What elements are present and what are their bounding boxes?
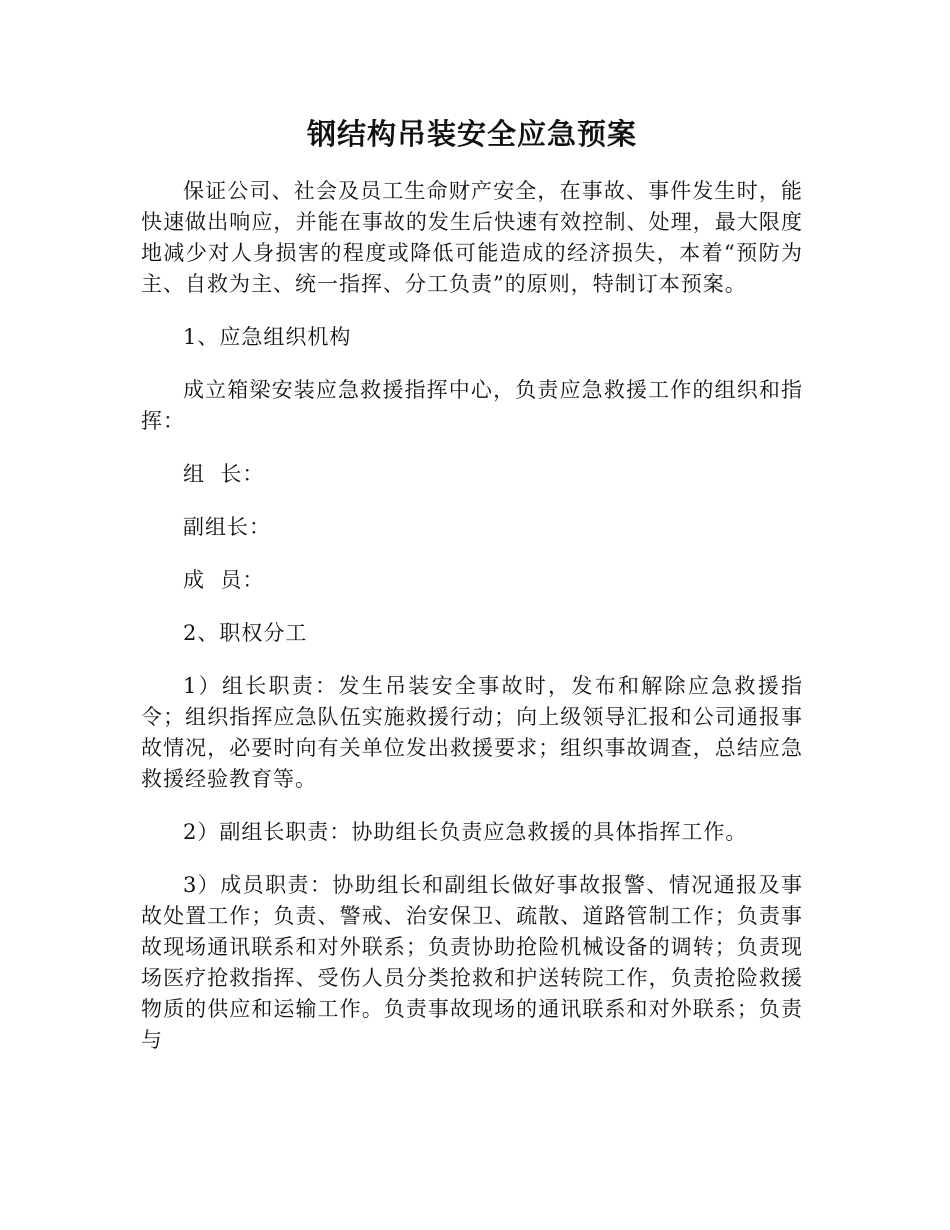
paragraph-leader-duties: 1）组长职责：发生吊装安全事故时，发布和解除应急救援指令；组织指挥应急队伍实施救援行动；向上级领导汇报和公司通报事故情况，必要时向有关单位发出救援要求；组织事故调查，总结应急救援经验教育等。 — [141, 674, 803, 791]
section-heading-duties: 2、职权分工 — [183, 621, 308, 645]
document-title: 钢结构吊装安全应急预案 — [306, 117, 637, 151]
paragraph-command-center: 成立箱梁安装应急救援指挥中心，负责应急救援工作的组织和指挥： — [141, 378, 803, 433]
paragraph-intro: 保证公司、社会及员工生命财产安全，在事故、事件发生时，能快速做出响应，并能在事故的发生后快速有效控制、处理，最大限度地减少对人身损害的程度或降低可能造成的经济损失，本着“预防为主、自救为主、统一指挥、分工负责”的原则，特制订本预案。 — [141, 179, 803, 296]
paragraph-deputy-duties: 2）副组长职责：协助组长负责应急救援的具体指挥工作。 — [183, 820, 748, 844]
role-line-leader: 组 长： — [183, 462, 265, 486]
paragraph-member-duties: 3）成员职责：协助组长和副组长做好事故报警、情况通报及事故处置工作；负责、警戒、治安保卫、疏散、道路管制工作；负责事故现场通讯联系和对外联系；负责协助抢险机械设备的调转；负责现场医疗抢救指挥、受伤人员分类抢救和护送转院工作，负责抢险救援物质的供应和运输工作。负责事故现场的通讯联系和对外联系；负责与 — [141, 873, 803, 1052]
role-line-members: 成 员： — [183, 568, 265, 592]
role-line-deputy-leader: 副组长： — [183, 515, 271, 539]
section-heading-emergency-organization: 1、应急组织机构 — [183, 325, 352, 349]
document-page — [141, 112, 803, 1078]
